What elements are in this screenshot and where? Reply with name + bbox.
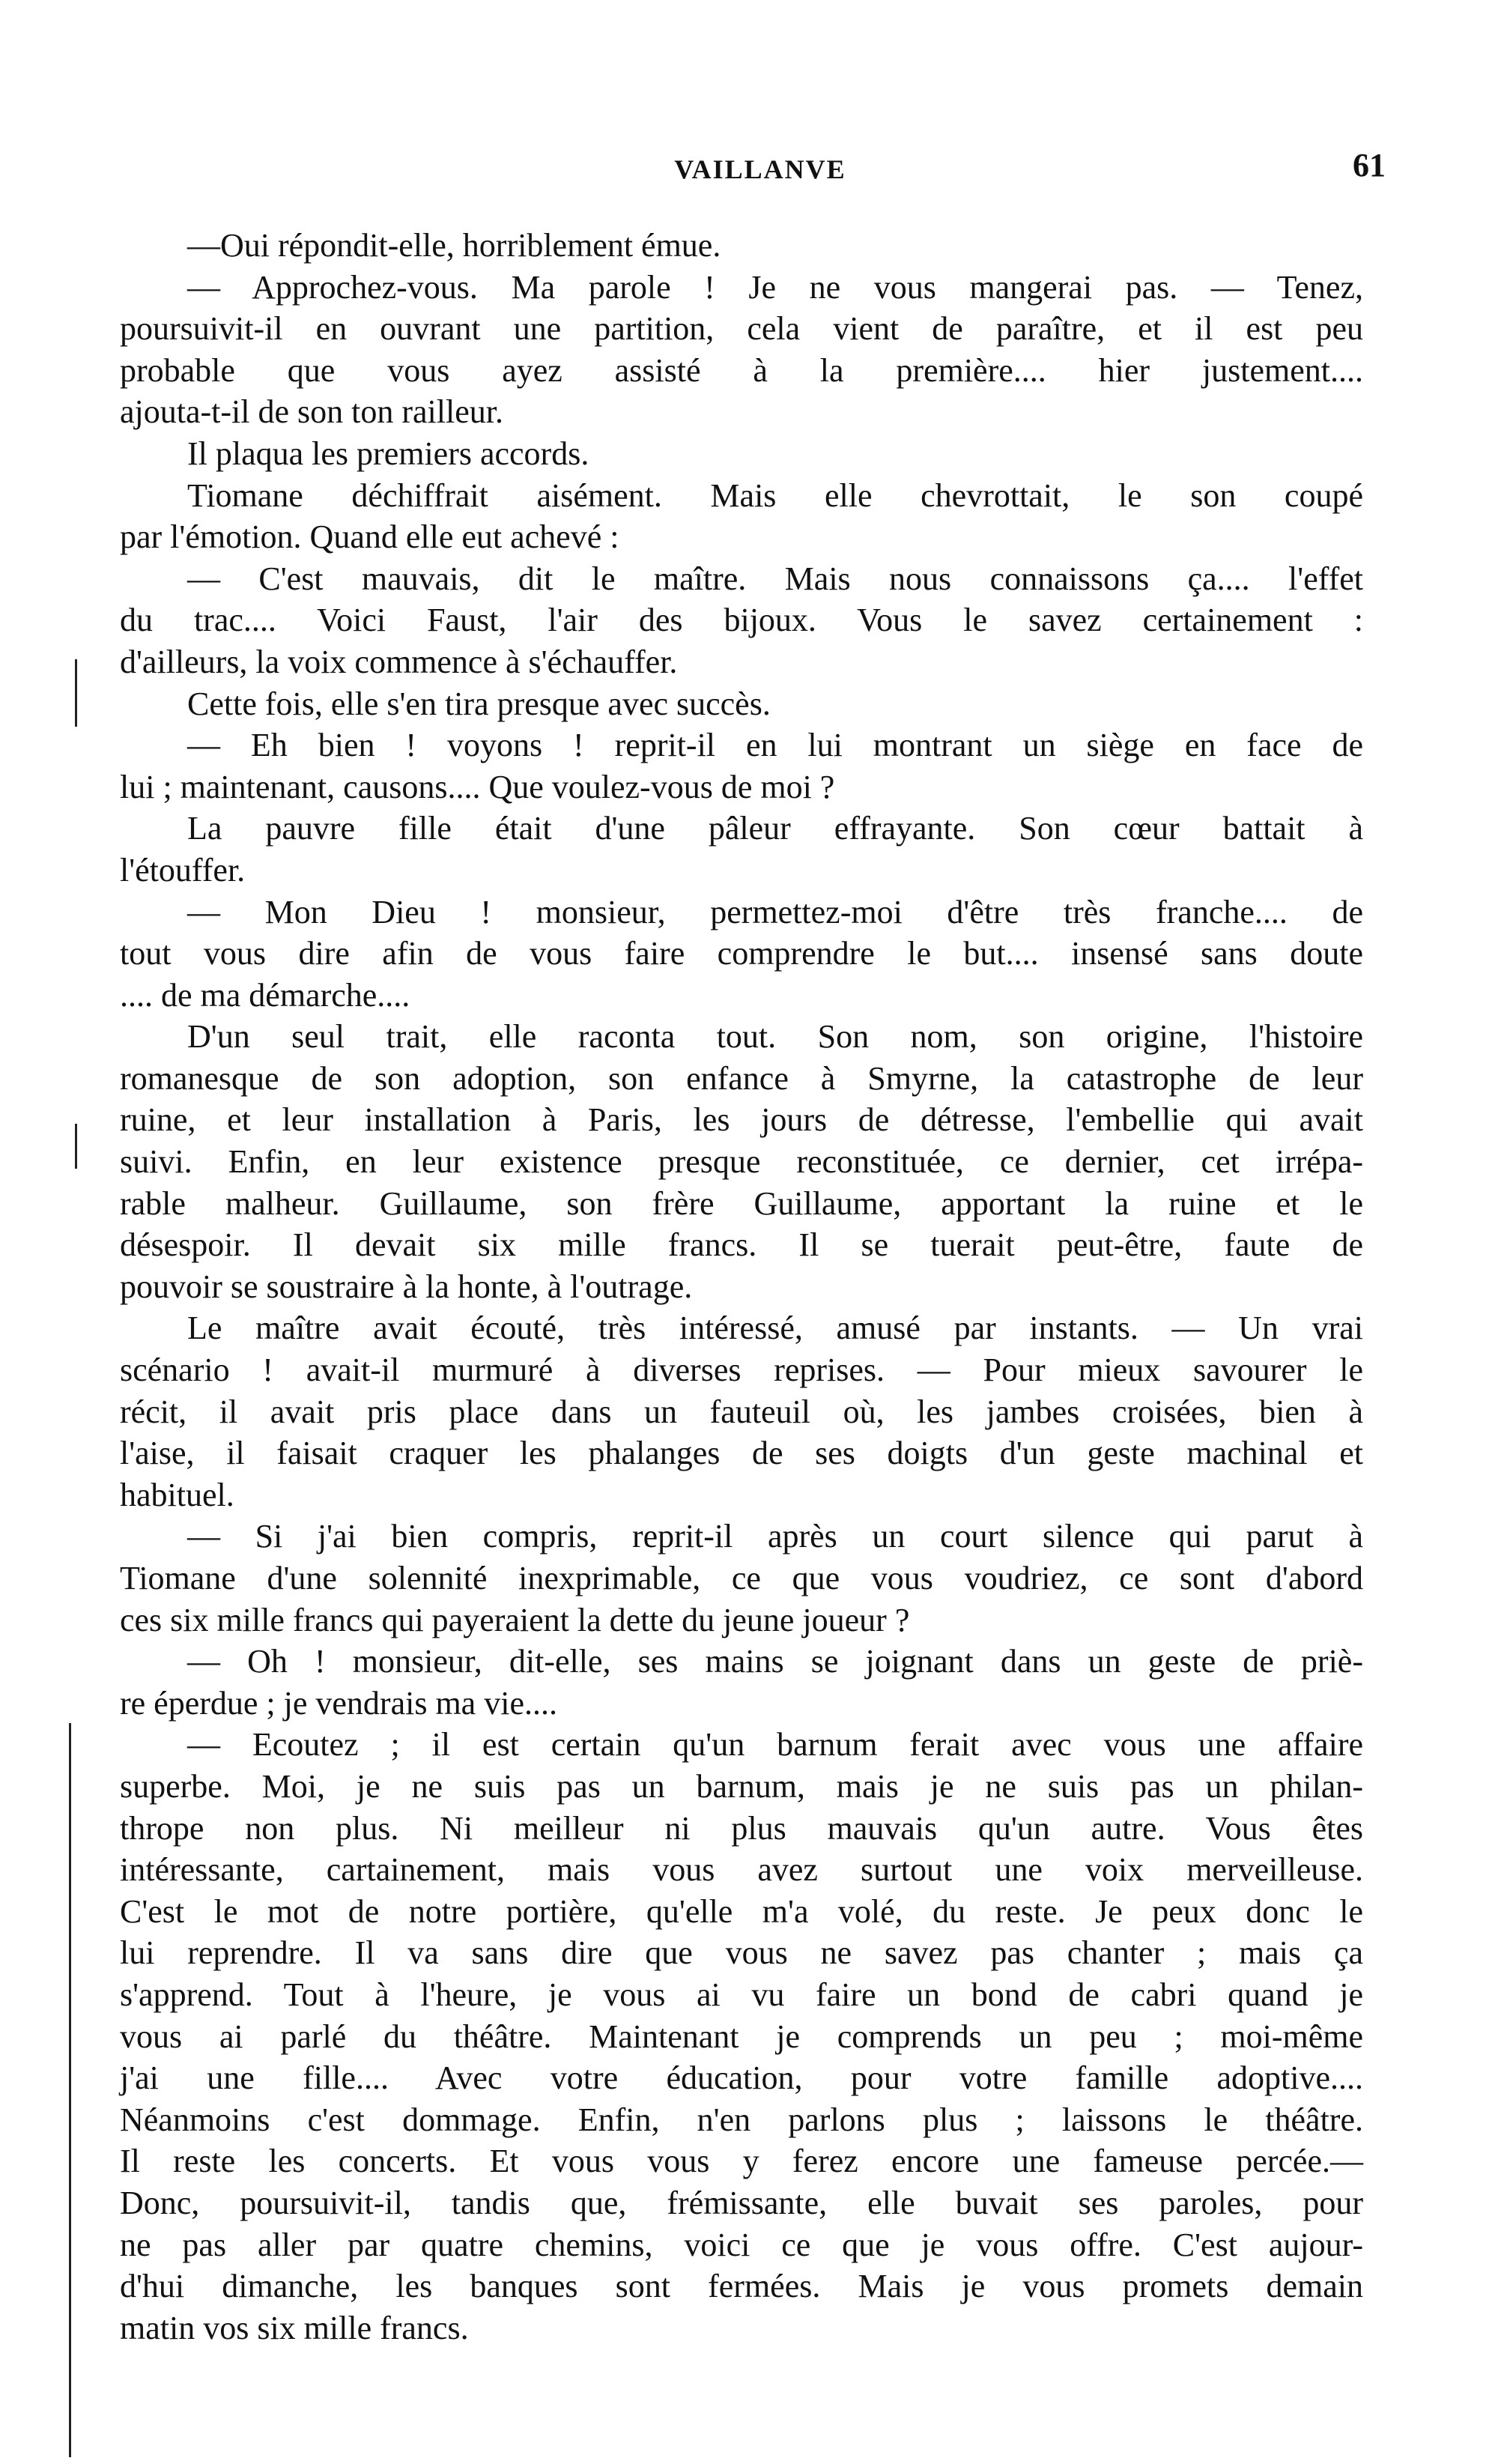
text-line: j'ai une fille.... Avec votre éducation, pour votre famille adoptive.... (120, 2059, 1363, 2097)
text-line: .... de ma démarche.... (120, 976, 410, 1014)
text-line: — C'est mauvais, dit le maître. Mais nous connaissons ça.... l'effet (187, 560, 1363, 597)
text-line: — Ecoutez ; il est certain qu'un barnum ferait avec vous une affaire (187, 1726, 1363, 1764)
running-head: VAILLANVE (674, 154, 846, 184)
text-line: désespoir. Il devait six mille francs. Il se tuerait peut-être, faute de (120, 1226, 1363, 1264)
text-line: ces six mille francs qui payeraient la dette du jeune joueur ? (120, 1601, 910, 1638)
text-line: — Oh ! monsieur, dit-elle, ses mains se joignant dans un geste de priè- (187, 1643, 1363, 1680)
text-line: Tiomane déchiffrait aisément. Mais elle chevrottait, le son coupé (187, 476, 1363, 514)
text-line: rable malheur. Guillaume, son frère Guillaume, apportant la ruine et le (120, 1184, 1363, 1222)
text-line: l'aise, il faisait craquer les phalanges de ses doigts d'un geste machinal et (120, 1435, 1363, 1472)
text-line: intéressante, cartainement, mais vous avez surtout une voix merveilleuse. (120, 1851, 1363, 1889)
text-line: scénario ! avait-il murmuré à diverses reprises. — Pour mieux savourer le (120, 1351, 1363, 1389)
page-number: 61 (1353, 147, 1386, 184)
text-line: romanesque de son adoption, son enfance à Smyrne, la catastrophe de leur (120, 1059, 1363, 1097)
text-line: superbe. Moi, je ne suis pas un barnum, mais je ne suis pas un philan- (120, 1767, 1363, 1805)
text-line: Néanmoins c'est dommage. Enfin, n'en parlons plus ; laissons le théâtre. (120, 2101, 1363, 2138)
text-line: poursuivit-il en ouvrant une partition, cela vient de paraître, et il est peu (120, 310, 1363, 348)
text-line: d'ailleurs, la voix commence à s'échauffer. (120, 643, 678, 680)
text-line: l'étouffer. (120, 851, 246, 889)
text-line: pouvoir se soustraire à la honte, à l'outrage. (120, 1268, 693, 1305)
margin-rule (69, 1723, 71, 2457)
text-line: — Mon Dieu ! monsieur, permettez-moi d'être très franche.... de (187, 893, 1363, 930)
text-line: récit, il avait pris place dans un fauteuil où, les jambes croisées, bien à (120, 1393, 1363, 1430)
text-line: Cette fois, elle s'en tira presque avec succès. (187, 685, 771, 722)
text-line: Tiomane d'une solennité inexprimable, ce que vous voudriez, ce sont d'abord (120, 1560, 1363, 1596)
text-line: du trac.... Voici Faust, l'air des bijoux. Vous le savez certainement : (120, 602, 1363, 639)
page-header (135, 147, 1386, 199)
text-line: ruine, et leur installation à Paris, les jours de détresse, l'embellie qui avait (120, 1101, 1363, 1139)
text-line: lui ; maintenant, causons.... Que voulez-vous de moi ? (120, 768, 835, 805)
text-line: ne pas aller par quatre chemins, voici ce que je vous offre. C'est aujour- (120, 2226, 1363, 2263)
margin-rule (75, 659, 77, 727)
text-line: probable que vous ayez assisté à la première.... hier justement.... (120, 351, 1363, 389)
text-line: La pauvre fille était d'une pâleur effrayante. Son cœur battait à (187, 810, 1363, 847)
text-line: vous ai parlé du théâtre. Maintenant je comprends un peu ; moi-même (120, 2017, 1363, 2055)
text-line: —Oui répondit-elle, horriblement émue. (187, 227, 721, 264)
text-line: Donc, poursuivit-il, tandis que, frémissante, elle buvait ses paroles, pour (120, 2184, 1363, 2221)
body-text (120, 225, 1363, 2349)
text-line: par l'émotion. Quand elle eut achevé : (120, 518, 619, 556)
text-line: s'apprend. Tout à l'heure, je vous ai vu faire un bond de cabri quand je (120, 1976, 1363, 2013)
text-line: suivi. Enfin, en leur existence presque reconstituée, ce dernier, cet irrépa- (120, 1143, 1363, 1181)
text-line: habituel. (120, 1476, 234, 1513)
text-line: Il plaqua les premiers accords. (187, 435, 589, 472)
text-line: lui reprendre. Il va sans dire que vous ne savez pas chanter ; mais ça (120, 1934, 1363, 1972)
margin-rule (75, 1124, 77, 1169)
text-line: ajouta-t-il de son ton railleur. (120, 393, 503, 431)
text-line: — Si j'ai bien compris, reprit-il après un court silence qui parut à (187, 1518, 1363, 1555)
text-line: D'un seul trait, elle raconta tout. Son nom, son origine, l'histoire (187, 1018, 1363, 1056)
text-line: — Approchez-vous. Ma parole ! Je ne vous mangerai pas. — Tenez, (187, 268, 1363, 306)
text-line: tout vous dire afin de vous faire comprendre le but.... insensé sans doute (120, 935, 1363, 972)
text-line: thrope non plus. Ni meilleur ni plus mauvais qu'un autre. Vous êtes (120, 1809, 1363, 1847)
text-line: — Eh bien ! voyons ! reprit-il en lui montrant un siège en face de (187, 727, 1363, 764)
text-line: d'hui dimanche, les banques sont fermées. Mais je vous promets demain (120, 2268, 1363, 2305)
text-line: Il reste les concerts. Et vous vous y ferez encore une fameuse percée.— (120, 2143, 1363, 2180)
text-line: C'est le mot de notre portière, qu'elle m'a volé, du reste. Je peux donc le (120, 1892, 1363, 1930)
text-line: Le maître avait écouté, très intéressé, amusé par instants. — Un vrai (187, 1310, 1363, 1347)
text-line: matin vos six mille francs. (120, 2309, 469, 2346)
text-line: re éperdue ; je vendrais ma vie.... (120, 1684, 557, 1722)
